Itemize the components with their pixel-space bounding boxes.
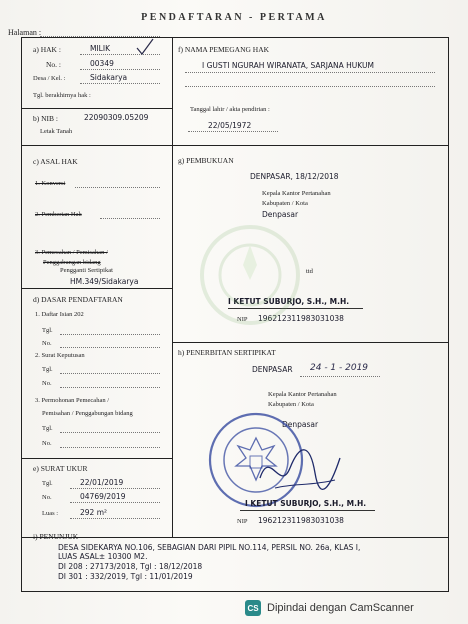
letak-tanah-label: Letak Tanah [40, 128, 73, 135]
pemegang-hak-label: f) NAMA PEMEGANG HAK [178, 45, 270, 54]
tgl-berakhir-label: Tgl. berakhirnya hak : [33, 92, 91, 99]
sertipikat-label: Pengganti Sertipikat [60, 267, 113, 274]
asal-pemberian-hak: 2. Pemberian Hak [35, 211, 82, 218]
permohonan-label-2: Pemisahan / Penggabungan bidang [42, 410, 133, 417]
su-tgl-line [70, 488, 160, 489]
tgl-lahir-label: Tanggal lahir / akta pendirian : [190, 106, 270, 113]
camscanner-badge-icon: CS [245, 600, 261, 616]
pemegang-hak-name: I GUSTI NGURAH WIRANATA, SARJANA HUKUM [202, 61, 374, 70]
tgl-lahir-line [188, 131, 278, 132]
asal-pemecahan: 3. Pemecahan / Pemisahan / [35, 249, 108, 256]
camscanner-text: Dipindai dengan CamScanner [267, 602, 414, 614]
page-title: PENDAFTARAN - PERTAMA [141, 12, 327, 23]
su-luas-value: 292 m² [80, 508, 108, 517]
penerbitan-date-line [300, 376, 380, 377]
row-divider-bc [21, 145, 448, 146]
check-mark-icon [135, 38, 155, 56]
d2-tgl-line [60, 373, 160, 374]
penerbitan-nip-value: 196212311983031038 [258, 516, 344, 525]
d2-no-line [60, 387, 160, 388]
d3-tgl-line [60, 432, 160, 433]
pembukuan-label: g) PEMBUKUAN [178, 156, 234, 165]
d3-no-label: No. [42, 440, 52, 447]
pemberian-line [100, 218, 160, 219]
penerbitan-sign-line [240, 510, 375, 511]
penunjuk-line-1: DESA SIDEKARYA NO.106, SEBAGIAN DARI PIPIL NO.114, PERSIL NO. 26a, KLAS I, [58, 543, 361, 552]
su-luas-label: Luas : [42, 510, 59, 517]
penerbitan-city: Denpasar [282, 420, 319, 429]
d2-tgl-label: Tgl. [42, 366, 53, 373]
permohonan-label: 3. Permohonan Pemecahan / [35, 397, 110, 404]
desa-label: Desa / Kel. : [33, 75, 66, 82]
row-divider-ei [21, 537, 448, 538]
penunjuk-line-2: LUAS ASAL± 10300 M2. [58, 552, 148, 561]
garuda-watermark-icon [195, 220, 305, 330]
d1-tgl-label: Tgl. [42, 327, 53, 334]
no-label: No. : [46, 60, 61, 69]
desa-line [80, 83, 160, 84]
su-no-value: 04769/2019 [80, 492, 126, 501]
row-divider-de [21, 458, 172, 459]
penerbitan-kab-kota: Kabupaten / Kota [268, 401, 314, 408]
penerbitan-official-name: I KETUT SUBURJO, S.H., M.H. [245, 499, 367, 508]
row-divider-cd [21, 288, 172, 289]
d1-tgl-line [60, 334, 160, 335]
su-luas-line [70, 518, 160, 519]
hak-value: MILIK [90, 44, 110, 53]
penerbitan-kepala: Kepala Kantor Pertanahan [268, 391, 337, 398]
pemegang-line-2 [185, 86, 435, 87]
pembukuan-official-name: I KETUT SUBURJO, S.H., M.H. [228, 297, 350, 306]
asal-konversi: 1. Konversi [35, 180, 66, 187]
pembukuan-kab-kota: Kabupaten / Kota [262, 200, 308, 207]
su-no-label: No. [42, 494, 52, 501]
tgl-lahir-value: 22/05/1972 [208, 121, 252, 130]
pembukuan-ttd: ttd [306, 268, 313, 275]
penerbitan-label: h) PENERBITAN SERTIPIKAT [178, 348, 276, 357]
nib-value: 22090309.05209 [84, 113, 149, 122]
surat-keputusan-label: 2. Surat Keputusan [35, 352, 85, 359]
pemegang-line-1 [185, 72, 435, 73]
d2-no-label: No. [42, 380, 52, 387]
pembukuan-city: Denpasar [262, 210, 299, 219]
penerbitan-date: 24 - 1 - 2019 [310, 363, 369, 373]
su-no-line [70, 502, 160, 503]
d3-tgl-label: Tgl. [42, 425, 53, 432]
penerbitan-place: DENPASAR [252, 365, 293, 374]
nib-label: b) NIB : [33, 114, 58, 123]
d1-no-line [60, 347, 160, 348]
row-divider-ab [21, 108, 172, 109]
asal-penggabungan: Penggabungan bidang [43, 259, 101, 266]
column-divider [172, 38, 173, 537]
no-line [80, 69, 160, 70]
d1-no-label: No. [42, 340, 52, 347]
no-value: 00349 [90, 59, 114, 68]
su-tgl-value: 22/01/2019 [80, 478, 124, 487]
halaman-label: Halaman : [8, 28, 42, 37]
surat-ukur-label: e) SURAT UKUR [33, 464, 88, 473]
penunjuk-label: i) PENUNJUK [33, 532, 79, 541]
camscanner-footer [245, 600, 414, 616]
signature-icon [255, 438, 345, 498]
su-tgl-label: Tgl. [42, 480, 53, 487]
penerbitan-nip-label: NIP [237, 518, 248, 525]
pembukuan-nip-value: 196212311983031038 [258, 314, 344, 323]
row-divider-gh [172, 342, 448, 343]
desa-value: Sidakarya [90, 73, 128, 82]
pembukuan-nip-label: NIP [237, 316, 248, 323]
dasar-pendaftaran-label: d) DASAR PENDAFTARAN [33, 295, 123, 304]
pembukuan-kepala: Kepala Kantor Pertanahan [262, 190, 331, 197]
penunjuk-line-3: DI 208 : 27173/2018, Tgl : 18/12/2018 [58, 562, 203, 571]
daftar-isian-label: 1. Daftar Isian 202 [35, 311, 84, 318]
asal-hak-label: c) ASAL HAK [33, 157, 78, 166]
konversi-line [75, 187, 160, 188]
penunjuk-line-4: DI 301 : 332/2019, Tgl : 11/01/2019 [58, 572, 193, 581]
pembukuan-place-date: DENPASAR, 18/12/2018 [250, 172, 339, 181]
hak-label: a) HAK : [33, 45, 61, 54]
d3-no-line [60, 447, 160, 448]
sertipikat-value: HM.349/Sidakarya [70, 277, 139, 286]
